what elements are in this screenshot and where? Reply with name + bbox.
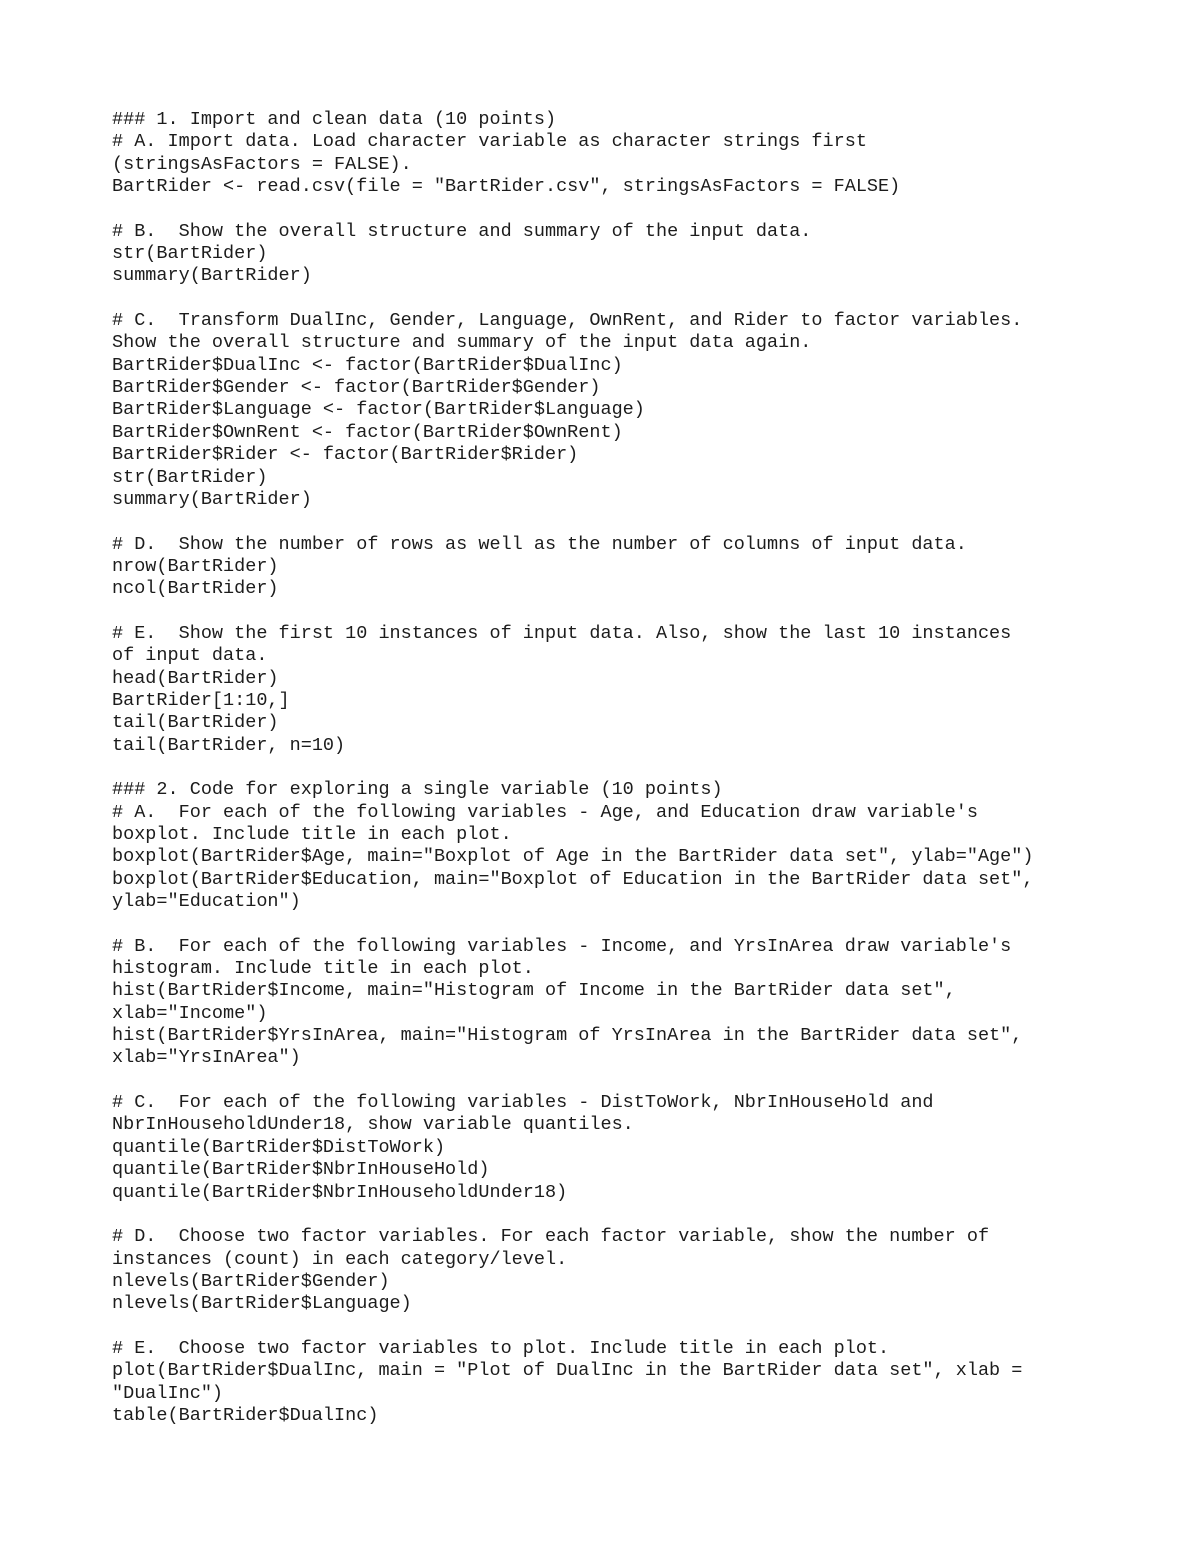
blank-line (112, 198, 1112, 220)
comment-line: # D. Show the number of rows as well as the number of columns of input data. (112, 533, 967, 555)
code-line: nrow(BartRider) (112, 555, 279, 577)
document-body (112, 109, 1112, 1427)
blank-line (112, 1070, 1112, 1092)
blank-line (112, 913, 1112, 935)
code-line: quantile(BartRider$NbrInHouseholdUnder18) (112, 1181, 568, 1203)
code-line: str(BartRider) (112, 243, 268, 265)
comment-line: # E. Choose two factor variables to plot. Include title in each plot. (112, 1337, 890, 1359)
comment-line: # A. Import data. Load character variable as character strings first (112, 131, 867, 153)
blank-line (112, 288, 1112, 310)
blank-line (112, 1204, 1112, 1226)
code-line: BartRider$OwnRent <- factor(BartRider$OwnRent) (112, 421, 623, 443)
code-line: (stringsAsFactors = FALSE). (112, 153, 412, 175)
code-line: boxplot(BartRider$Education, main="Boxplot of Education in the BartRider data set", (112, 868, 1034, 890)
code-line: BartRider$Gender <- factor(BartRider$Gender) (112, 377, 601, 399)
code-line: NbrInHouseholdUnder18, show variable quantiles. (112, 1114, 634, 1136)
comment-line: # E. Show the first 10 instances of input data. Also, show the last 10 instances (112, 622, 1012, 644)
code-line: summary(BartRider) (112, 265, 312, 287)
blank-line (112, 511, 1112, 533)
comment-line: # C. Transform DualInc, Gender, Language, OwnRent, and Rider to factor variables. (112, 310, 1023, 332)
code-line: boxplot. Include title in each plot. (112, 824, 512, 845)
code-line: head(BartRider) (112, 667, 279, 689)
code-line: BartRider$Language <- factor(BartRider$Language) (112, 399, 645, 421)
code-line: "DualInc") (112, 1382, 224, 1404)
code-line: instances (count) in each category/level. (112, 1248, 568, 1270)
code-line: hist(BartRider$Income, main="Histogram of Income in the BartRider data set", (112, 980, 956, 1002)
code-line: of input data. (112, 645, 268, 667)
code-line: summary(BartRider) (112, 488, 312, 510)
code-line: BartRider[1:10,] (112, 689, 290, 711)
code-line: quantile(BartRider$NbrInHouseHold) (112, 1159, 490, 1181)
comment-line: # A. For each of the following variables - Age, and Education draw variable's (112, 801, 978, 823)
code-line: boxplot(BartRider$Age, main="Boxplot of Age in the BartRider data set", ylab="Age") (112, 846, 1034, 868)
code-line: hist(BartRider$YrsInArea, main="Histogram of YrsInArea in the BartRider data set", (112, 1025, 1023, 1047)
code-line: Show the overall structure and summary of the input data again. (112, 332, 812, 354)
code-line: BartRider$Rider <- factor(BartRider$Rider) (112, 444, 579, 466)
comment-line: # B. For each of the following variables - Income, and YrsInArea draw variable's (112, 935, 1012, 957)
code-line: quantile(BartRider$DistToWork) (112, 1136, 446, 1158)
code-line: plot(BartRider$DualInc, main = "Plot of DualInc in the BartRider data set", xlab = (112, 1360, 1023, 1382)
code-line: nlevels(BartRider$Gender) (112, 1270, 390, 1292)
code-line: str(BartRider) (112, 466, 268, 488)
comment-line: # D. Choose two factor variables. For each factor variable, show the number of (112, 1226, 990, 1248)
code-line: xlab="Income") (112, 1002, 268, 1024)
blank-line (112, 1316, 1112, 1338)
blank-line (112, 757, 1112, 779)
code-line: table(BartRider$DualInc) (112, 1404, 379, 1426)
code-line: BartRider <- read.csv(file = "BartRider.csv", stringsAsFactors = FALSE) (112, 176, 901, 198)
code-line: ylab="Education") (112, 891, 301, 913)
comment-line: # C. For each of the following variables - DistToWork, NbrInHouseHold and (112, 1092, 934, 1114)
code-line: histogram. Include title in each plot. (112, 958, 534, 980)
code-line: ncol(BartRider) (112, 578, 279, 600)
code-line: BartRider$DualInc <- factor(BartRider$DualInc) (112, 354, 623, 376)
comment-line: # B. Show the overall structure and summary of the input data. (112, 220, 812, 242)
code-line: tail(BartRider) (112, 712, 279, 734)
code-line: tail(BartRider, n=10) (112, 734, 346, 756)
blank-line (112, 601, 1112, 623)
code-line: xlab="YrsInArea") (112, 1047, 301, 1069)
comment-line: ### 2. Code for exploring a single variable (10 points) (112, 779, 723, 801)
comment-line: ### 1. Import and clean data (10 points) (112, 109, 557, 130)
code-line: nlevels(BartRider$Language) (112, 1293, 412, 1315)
